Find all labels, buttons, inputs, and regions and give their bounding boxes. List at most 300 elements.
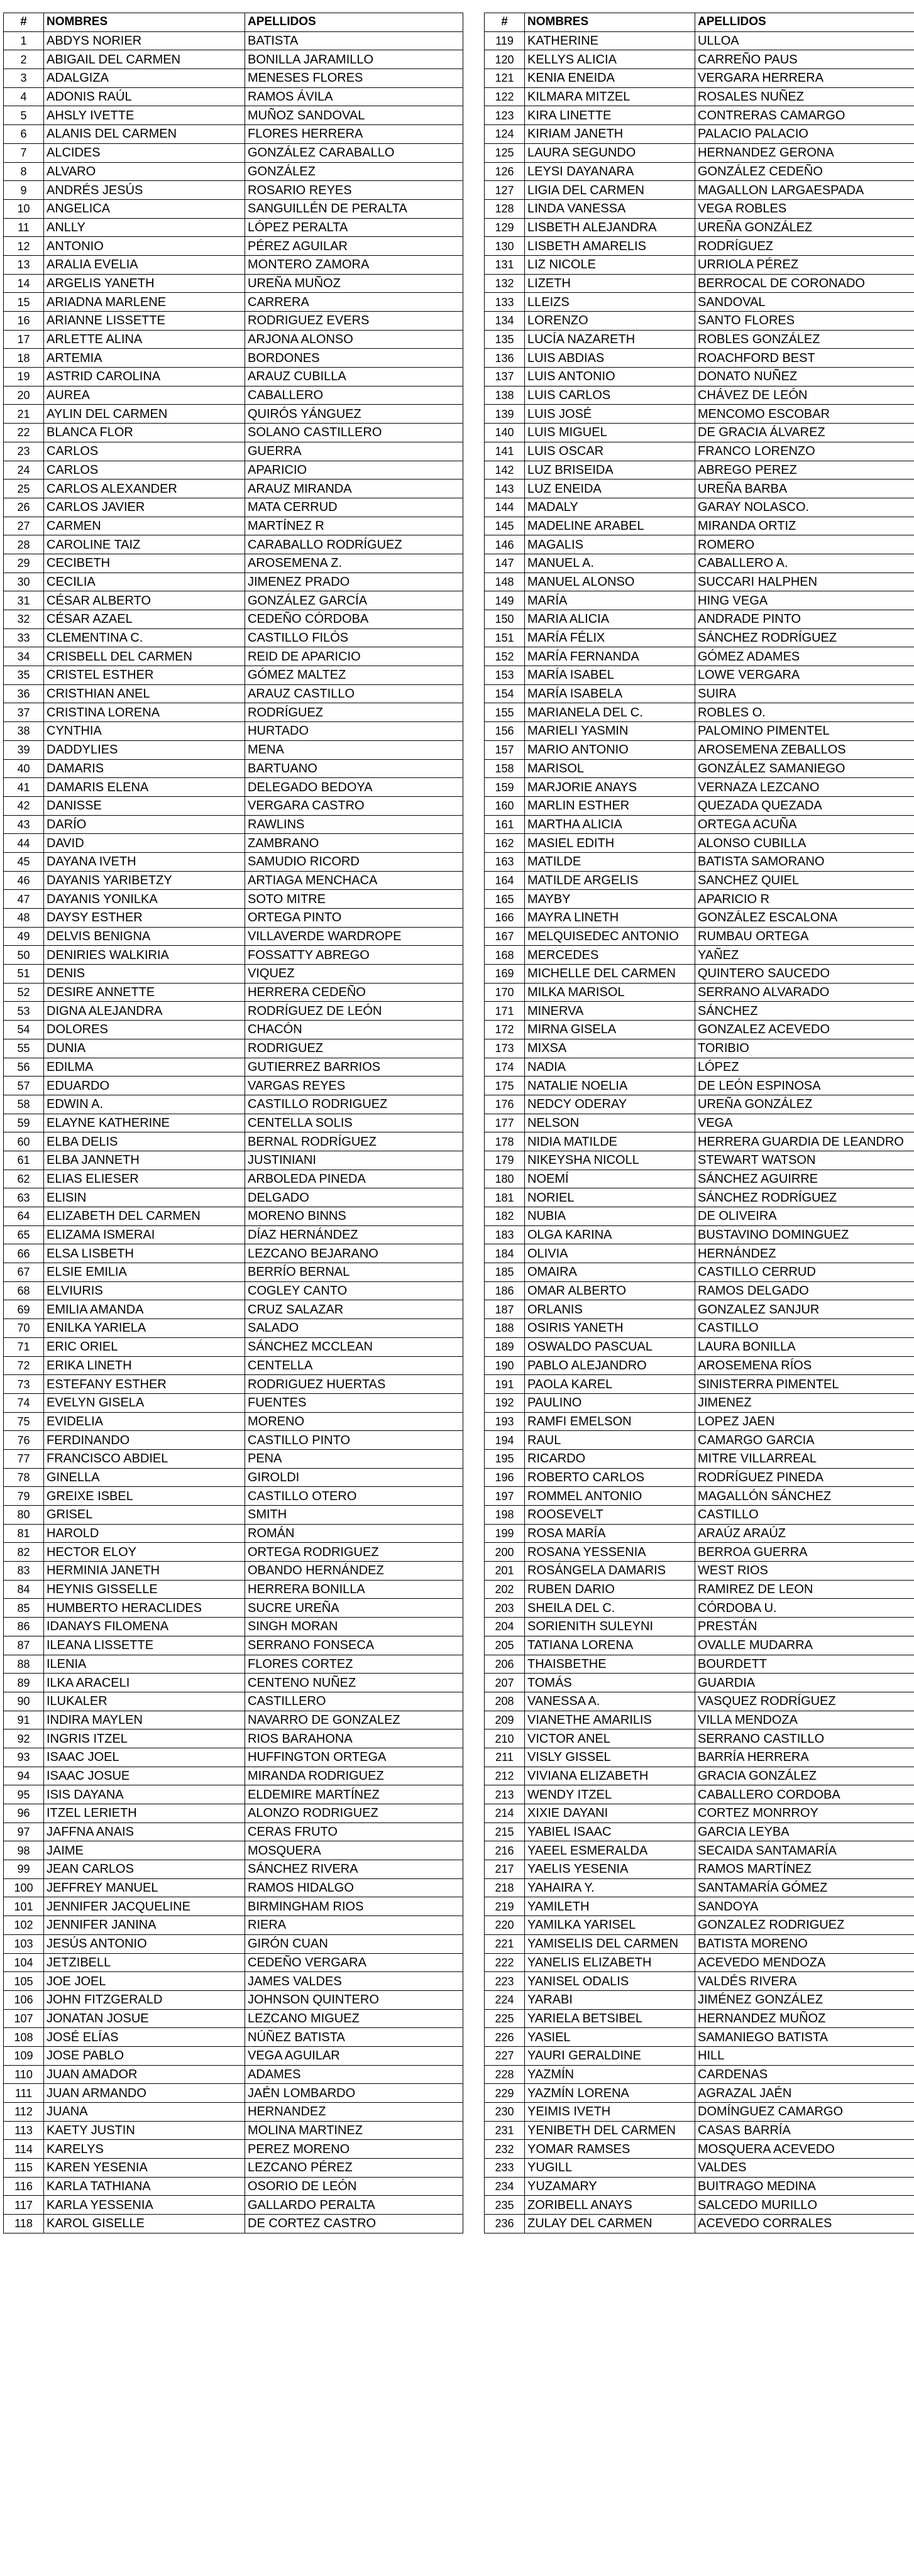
first-names-cell: ARALIA EVELIA (44, 255, 245, 274)
table-row (4, 293, 463, 312)
first-names-cell: MANUEL A. (525, 554, 695, 573)
last-names-cell: BOURDETT (695, 1655, 914, 1674)
row-number: 117 (4, 2196, 44, 2215)
last-names-cell: MIRANDA ORTIZ (695, 517, 914, 535)
row-number: 123 (485, 106, 525, 125)
first-names-cell: KILMARA MITZEL (525, 87, 695, 106)
row-number: 104 (4, 1953, 44, 1972)
table-row (485, 2046, 914, 2065)
last-names-cell: ROMÁN (245, 1524, 463, 1543)
first-names-cell: YARABI (525, 1990, 695, 2009)
table-row (485, 610, 914, 629)
last-names-cell: MENCOMO ESCOBAR (695, 405, 914, 424)
first-names-cell: ENILKA YARIELA (44, 1319, 245, 1338)
row-number: 81 (4, 1524, 44, 1543)
first-names-cell: ANDRÉS JESÚS (44, 181, 245, 200)
last-names-cell: CASTILLO OTERO (245, 1487, 463, 1506)
first-names-cell: IDANAYS FILOMENA (44, 1618, 245, 1636)
first-names-cell: ITZEL LERIETH (44, 1804, 245, 1823)
row-number: 66 (4, 1244, 44, 1263)
first-names-cell: ISIS DAYANA (44, 1785, 245, 1804)
row-number: 99 (4, 1860, 44, 1879)
table-row (485, 1114, 914, 1132)
last-names-cell: FLORES CORTEZ (245, 1655, 463, 1674)
table-row (4, 1692, 463, 1711)
row-number: 80 (4, 1506, 44, 1525)
table-row (485, 162, 914, 181)
first-names-cell: ELBA DELIS (44, 1132, 245, 1151)
row-number: 27 (4, 517, 44, 535)
row-number: 84 (4, 1580, 44, 1599)
row-number: 129 (485, 218, 525, 237)
first-names-cell: JOE JOEL (44, 1972, 245, 1991)
last-names-cell: JIMÉNEZ GONZÁLEZ (695, 1990, 914, 2009)
row-number: 188 (485, 1319, 525, 1338)
row-number: 225 (485, 2009, 525, 2028)
table-row (485, 1692, 914, 1711)
row-number: 88 (4, 1655, 44, 1674)
first-names-cell: ILKA ARACELI (44, 1674, 245, 1692)
row-number: 223 (485, 1972, 525, 1991)
row-number: 207 (485, 1674, 525, 1692)
table-row (485, 834, 914, 853)
last-names-cell: DONATO NUÑEZ (695, 368, 914, 386)
table-row (485, 2159, 914, 2178)
first-names-cell: NADIA (525, 1058, 695, 1077)
row-number: 218 (485, 1878, 525, 1897)
first-names-cell: HEYNIS GISSELLE (44, 1580, 245, 1599)
names-table-right (484, 13, 914, 2233)
table-row (485, 1562, 914, 1581)
row-number: 69 (4, 1300, 44, 1319)
last-names-cell: VALDES (695, 2159, 914, 2178)
first-names-cell: OLIVIA (525, 1244, 695, 1263)
last-names-cell: GONZÁLEZ GARCÍA (245, 591, 463, 610)
table-row (4, 1841, 463, 1860)
last-names-cell: CEDEÑO VERGARA (245, 1953, 463, 1972)
first-names-cell: CAROLINE TAIZ (44, 535, 245, 554)
last-names-cell: HURTADO (245, 722, 463, 741)
table-row (485, 218, 914, 237)
first-names-cell: EVIDELIA (44, 1412, 245, 1431)
row-number: 183 (485, 1225, 525, 1244)
last-names-cell: ROACHFORD BEST (695, 349, 914, 368)
last-names-cell: CARABALLO RODRÍGUEZ (245, 535, 463, 554)
first-names-cell: ERIKA LINETH (44, 1356, 245, 1375)
table-row (485, 498, 914, 517)
last-names-cell: SÁNCHEZ (695, 1002, 914, 1021)
row-number: 226 (485, 2028, 525, 2047)
row-number: 186 (485, 1281, 525, 1300)
last-names-cell: VILLAVERDE WARDROPE (245, 927, 463, 946)
table-row (4, 1953, 463, 1972)
last-names-cell: FUENTES (245, 1393, 463, 1412)
row-number: 109 (4, 2046, 44, 2065)
table-row (4, 237, 463, 256)
first-names-cell: MAYBY (525, 890, 695, 909)
last-names-cell: RODRIGUEZ (245, 1039, 463, 1058)
first-names-cell: RAUL (525, 1431, 695, 1450)
first-names-cell: MADALY (525, 498, 695, 517)
first-names-cell: LUIS OSCAR (525, 442, 695, 461)
table-row (4, 1132, 463, 1151)
last-names-cell: FOSSATTY ABREGO (245, 946, 463, 965)
table-row (485, 1077, 914, 1095)
last-names-cell: HERRERA CEDEÑO (245, 983, 463, 1002)
table-row (485, 1785, 914, 1804)
first-names-cell: CLEMENTINA C. (44, 628, 245, 647)
first-names-cell: DELVIS BENIGNA (44, 927, 245, 946)
table-row (4, 890, 463, 909)
first-names-cell: FRANCISCO ABDIEL (44, 1449, 245, 1468)
table-row (4, 1599, 463, 1618)
row-number: 157 (485, 740, 525, 759)
last-names-cell: SANTAMARÍA GÓMEZ (695, 1878, 914, 1897)
first-names-cell: KENIA ENEIDA (525, 69, 695, 88)
table-row (4, 647, 463, 666)
row-number: 108 (4, 2028, 44, 2047)
row-number: 168 (485, 946, 525, 965)
first-names-cell: ANGELICA (44, 199, 245, 218)
table-row (485, 237, 914, 256)
first-names-cell: JONATAN JOSUE (44, 2009, 245, 2028)
table-row (4, 2046, 463, 2065)
row-number: 213 (485, 1785, 525, 1804)
last-names-cell: UREÑA GONZÁLEZ (695, 218, 914, 237)
first-names-cell: BLANCA FLOR (44, 424, 245, 442)
row-number: 112 (4, 2103, 44, 2122)
first-names-cell: KARELYS (44, 2140, 245, 2159)
first-names-cell: LIZ NICOLE (525, 255, 695, 274)
table-row (485, 2177, 914, 2196)
last-names-cell: REID DE APARICIO (245, 647, 463, 666)
table-row (4, 1114, 463, 1132)
last-names-cell: BERRÍO BERNAL (245, 1263, 463, 1282)
first-names-cell: LIGIA DEL CARMEN (525, 181, 695, 200)
table-row (4, 517, 463, 535)
table-row (4, 1244, 463, 1263)
first-names-cell: JOSÉ ELÍAS (44, 2028, 245, 2047)
first-names-cell: CRISBELL DEL CARMEN (44, 647, 245, 666)
row-number: 5 (4, 106, 44, 125)
last-names-cell: ORTEGA ACUÑA (695, 815, 914, 834)
row-number: 182 (485, 1207, 525, 1226)
first-names-cell: MARJORIE ANAYS (525, 778, 695, 797)
table-row (4, 1748, 463, 1767)
table-row (485, 1207, 914, 1226)
first-names-cell: ZORIBELL ANAYS (525, 2196, 695, 2215)
first-names-cell: ELSIE EMILIA (44, 1263, 245, 1282)
row-number: 169 (485, 965, 525, 984)
table-row (485, 554, 914, 573)
row-number: 200 (485, 1543, 525, 1562)
row-number: 172 (485, 1021, 525, 1039)
last-names-cell: VERNAZA LEZCANO (695, 778, 914, 797)
row-number: 203 (485, 1599, 525, 1618)
first-names-cell: JESÚS ANTONIO (44, 1934, 245, 1953)
row-number: 60 (4, 1132, 44, 1151)
first-names-cell: ARTEMIA (44, 349, 245, 368)
table-row (4, 125, 463, 144)
first-names-cell: CRISTINA LORENA (44, 703, 245, 722)
header-first-names: NOMBRES (44, 13, 245, 32)
last-names-cell: CARDENAS (695, 2065, 914, 2084)
table-row (4, 1636, 463, 1655)
last-names-cell: RAMOS ÁVILA (245, 87, 463, 106)
last-names-cell: SUCCARI HALPHEN (695, 573, 914, 591)
first-names-cell: YAMISELIS DEL CARMEN (525, 1934, 695, 1953)
first-names-cell: CECILIA (44, 573, 245, 591)
last-names-cell: ORTEGA PINTO (245, 909, 463, 928)
first-names-cell: ROBERTO CARLOS (525, 1468, 695, 1487)
table-row (485, 1674, 914, 1692)
first-names-cell: NOEMÍ (525, 1170, 695, 1188)
last-names-cell: MAGALLON LARGAESPADA (695, 181, 914, 200)
row-number: 82 (4, 1543, 44, 1562)
row-number: 149 (485, 591, 525, 610)
table-row (485, 1748, 914, 1767)
first-names-cell: CYNTHIA (44, 722, 245, 741)
first-names-cell: MARIANELA DEL C. (525, 703, 695, 722)
last-names-cell: SÁNCHEZ RODRÍGUEZ (695, 628, 914, 647)
first-names-cell: VIANETHE AMARILIS (525, 1711, 695, 1729)
row-number: 153 (485, 666, 525, 685)
first-names-cell: YAHAIRA Y. (525, 1878, 695, 1897)
table-row (4, 218, 463, 237)
row-number: 83 (4, 1562, 44, 1581)
first-names-cell: DAMARIS ELENA (44, 778, 245, 797)
table-row (485, 1543, 914, 1562)
table-row (4, 1319, 463, 1338)
last-names-cell: HING VEGA (695, 591, 914, 610)
table-row (4, 1674, 463, 1692)
table-row (4, 1860, 463, 1879)
table-row (485, 1058, 914, 1077)
first-names-cell: HUMBERTO HERACLIDES (44, 1599, 245, 1618)
row-number: 6 (4, 125, 44, 144)
last-names-cell: MITRE VILLARREAL (695, 1449, 914, 1468)
table-row (4, 1263, 463, 1282)
first-names-cell: ISAAC JOEL (44, 1748, 245, 1767)
table-row (4, 740, 463, 759)
last-names-cell: AROSEMENA RÍOS (695, 1356, 914, 1375)
last-names-cell: CASTILLO (695, 1506, 914, 1525)
first-names-cell: ELVIURIS (44, 1281, 245, 1300)
last-names-cell: HERNANDEZ MUÑOZ (695, 2009, 914, 2028)
first-names-cell: CARLOS JAVIER (44, 498, 245, 517)
row-number: 228 (485, 2065, 525, 2084)
row-number: 17 (4, 330, 44, 349)
table-row (4, 1058, 463, 1077)
table-row (4, 1337, 463, 1356)
row-number: 107 (4, 2009, 44, 2028)
last-names-cell: SÁNCHEZ RIVERA (245, 1860, 463, 1879)
table-row (4, 778, 463, 797)
first-names-cell: FERDINANDO (44, 1431, 245, 1450)
last-names-cell: BARTUANO (245, 759, 463, 778)
last-names-cell: DELEGADO BEDOYA (245, 778, 463, 797)
row-number: 222 (485, 1953, 525, 1972)
row-number: 174 (485, 1058, 525, 1077)
last-names-cell: RAMOS MARTÍNEZ (695, 1860, 914, 1879)
first-names-cell: MARTHA ALICIA (525, 815, 695, 834)
first-names-cell: YAMILETH (525, 1897, 695, 1916)
first-names-cell: MARÍA FÉLIX (525, 628, 695, 647)
row-number: 20 (4, 386, 44, 405)
last-names-cell: RODRIGUEZ HUERTAS (245, 1375, 463, 1394)
first-names-cell: MILKA MARISOL (525, 983, 695, 1002)
first-names-cell: MERCEDES (525, 946, 695, 965)
row-number: 55 (4, 1039, 44, 1058)
last-names-cell: WEST RIOS (695, 1562, 914, 1581)
first-names-cell: GRISEL (44, 1506, 245, 1525)
last-names-cell: DE GRACIA ÁLVAREZ (695, 424, 914, 442)
first-names-cell: MARÍA (525, 591, 695, 610)
last-names-cell: ZAMBRANO (245, 834, 463, 853)
row-number: 140 (485, 424, 525, 442)
row-number: 122 (485, 87, 525, 106)
row-number: 121 (485, 69, 525, 88)
last-names-cell: OBANDO HERNÁNDEZ (245, 1562, 463, 1581)
last-names-cell: CENTENO NUÑEZ (245, 1674, 463, 1692)
last-names-cell: CENTELLA SOLIS (245, 1114, 463, 1132)
last-names-cell: CASAS BARRÍA (695, 2121, 914, 2140)
table-row (4, 69, 463, 88)
first-names-cell: HECTOR ELOY (44, 1543, 245, 1562)
first-names-cell: CÉSAR AZAEL (44, 610, 245, 629)
table-row (4, 1095, 463, 1114)
last-names-cell: PEREZ MORENO (245, 2140, 463, 2159)
table-row (485, 1636, 914, 1655)
row-number: 74 (4, 1393, 44, 1412)
first-names-cell: MARÍA FERNANDA (525, 647, 695, 666)
first-names-cell: ELIZAMA ISMERAI (44, 1225, 245, 1244)
row-number: 1 (4, 31, 44, 50)
last-names-cell: ROSARIO REYES (245, 181, 463, 200)
row-number: 10 (4, 199, 44, 218)
last-names-cell: SANDOYA (695, 1897, 914, 1916)
table-row (485, 573, 914, 591)
table-row (4, 722, 463, 741)
last-names-cell: JIMENEZ PRADO (245, 573, 463, 591)
first-names-cell: ALCIDES (44, 143, 245, 162)
last-names-cell: AROSEMENA ZEBALLOS (695, 740, 914, 759)
last-names-cell: SAMANIEGO BATISTA (695, 2028, 914, 2047)
first-names-cell: ALANIS DEL CARMEN (44, 125, 245, 144)
table-row (4, 386, 463, 405)
table-row (485, 2103, 914, 2122)
table-row (485, 424, 914, 442)
first-names-cell: KELLYS ALICIA (525, 50, 695, 69)
row-number: 56 (4, 1058, 44, 1077)
table-row (4, 2215, 463, 2233)
last-names-cell: MATA CERRUD (245, 498, 463, 517)
row-number: 206 (485, 1655, 525, 1674)
table-row (485, 1393, 914, 1412)
first-names-cell: OSWALDO PASCUAL (525, 1337, 695, 1356)
header-first-names: NOMBRES (525, 13, 695, 32)
last-names-cell: JUSTINIANI (245, 1151, 463, 1170)
first-names-cell: ROMMEL ANTONIO (525, 1487, 695, 1506)
table-row (485, 1468, 914, 1487)
last-names-cell: MARTÍNEZ R (245, 517, 463, 535)
row-number: 15 (4, 293, 44, 312)
last-names-cell: HERNÁNDEZ (695, 1244, 914, 1263)
table-row (4, 442, 463, 461)
last-names-cell: GONZÁLEZ CEDEÑO (695, 162, 914, 181)
table-row (4, 368, 463, 386)
last-names-cell: CEDEÑO CÓRDOBA (245, 610, 463, 629)
last-names-cell: CABALLERO CORDOBA (695, 1785, 914, 1804)
last-names-cell: SMITH (245, 1506, 463, 1525)
last-names-cell: JAÉN LOMBARDO (245, 2084, 463, 2103)
first-names-cell: DESIRE ANNETTE (44, 983, 245, 1002)
first-names-cell: PAULINO (525, 1393, 695, 1412)
first-names-cell: NUBIA (525, 1207, 695, 1226)
first-names-cell: EMILIA AMANDA (44, 1300, 245, 1319)
table-row (4, 1021, 463, 1039)
first-names-cell: MARÍA ISABEL (525, 666, 695, 685)
first-names-cell: CARLOS ALEXANDER (44, 480, 245, 498)
table-row (485, 890, 914, 909)
first-names-cell: CARLOS (44, 442, 245, 461)
first-names-cell: YAZMÍN (525, 2065, 695, 2084)
table-row (485, 1412, 914, 1431)
table-row (4, 666, 463, 685)
last-names-cell: ARTIAGA MENCHACA (245, 871, 463, 890)
first-names-cell: CRISTEL ESTHER (44, 666, 245, 685)
row-number: 175 (485, 1077, 525, 1095)
last-names-cell: VERGARA CASTRO (245, 796, 463, 815)
table-row (485, 274, 914, 293)
last-names-cell: GALLARDO PERALTA (245, 2196, 463, 2215)
table-row (485, 871, 914, 890)
row-number: 7 (4, 143, 44, 162)
table-row (485, 312, 914, 331)
row-number: 95 (4, 1785, 44, 1804)
first-names-cell: DAYSY ESTHER (44, 909, 245, 928)
row-number: 37 (4, 703, 44, 722)
first-names-cell: JENNIFER JACQUELINE (44, 1897, 245, 1916)
first-names-cell: JENNIFER JANINA (44, 1916, 245, 1935)
table-row (485, 405, 914, 424)
last-names-cell: LOPEZ JAEN (695, 1412, 914, 1431)
row-number: 67 (4, 1263, 44, 1282)
first-names-cell: THAISBETHE (525, 1655, 695, 1674)
table-row (485, 1711, 914, 1729)
table-row (485, 517, 914, 535)
first-names-cell: MARIO ANTONIO (525, 740, 695, 759)
first-names-cell: KARLA YESSENIA (44, 2196, 245, 2215)
last-names-cell: SERRANO FONSECA (245, 1636, 463, 1655)
first-names-cell: RICARDO (525, 1449, 695, 1468)
row-number: 131 (485, 255, 525, 274)
table-row (485, 181, 914, 200)
last-names-cell: CHÁVEZ DE LEÓN (695, 386, 914, 405)
row-number: 25 (4, 480, 44, 498)
last-names-cell: PENA (245, 1449, 463, 1468)
table-row (485, 1021, 914, 1039)
last-names-cell: SANGUILLÉN DE PERALTA (245, 199, 463, 218)
row-number: 92 (4, 1729, 44, 1748)
table-row (485, 1225, 914, 1244)
last-names-cell: HERNANDEZ (245, 2103, 463, 2122)
table-row (4, 1300, 463, 1319)
last-names-cell: SAMUDIO RICORD (245, 852, 463, 871)
last-names-cell: STEWART WATSON (695, 1151, 914, 1170)
last-names-cell: CASTILLERO (245, 1692, 463, 1711)
row-number: 152 (485, 647, 525, 666)
